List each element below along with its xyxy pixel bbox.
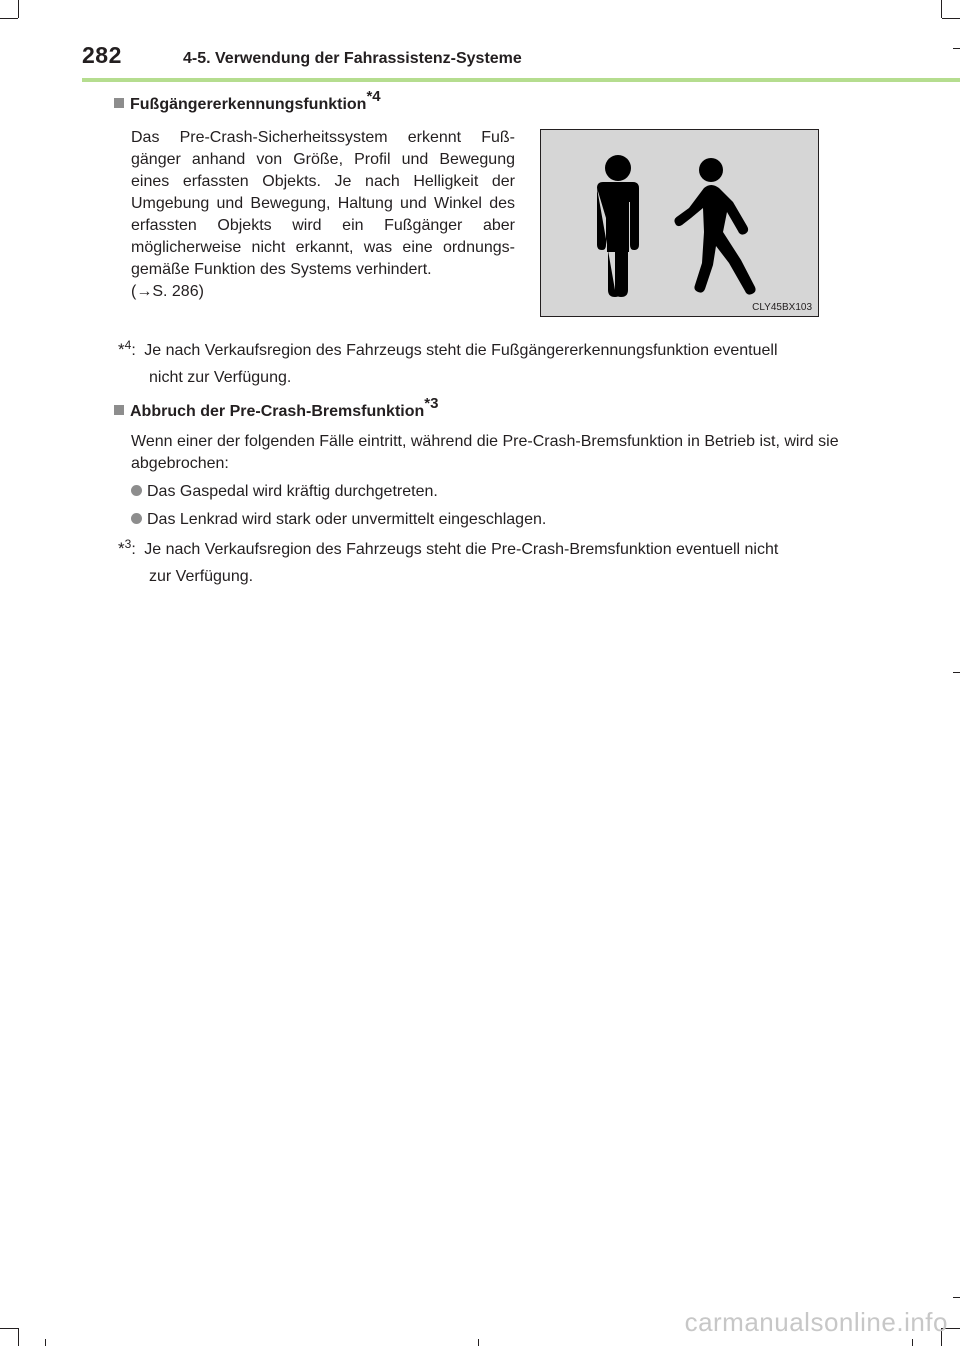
brake-cancel-intro: Wenn einer der folgenden Fälle eintritt, während die Pre-Crash-Bremsfunktion in Betrieb ist, wird sie abgebrochen: bbox=[131, 433, 839, 472]
heading-text: Abbruch der Pre-Crash-Bremsfunktion bbox=[130, 403, 425, 420]
crop-mark bbox=[478, 1339, 479, 1346]
page-reference: (→S. 286) bbox=[131, 283, 204, 300]
pedestrian-paragraph bbox=[131, 127, 515, 303]
footnote-continuation: zur Verfügung. bbox=[149, 568, 254, 585]
figure-code: CLY45BX103 bbox=[752, 302, 812, 313]
square-bullet-icon bbox=[114, 98, 124, 108]
round-bullet-icon bbox=[131, 485, 142, 496]
footnote-3 bbox=[118, 535, 838, 590]
crop-mark bbox=[0, 1328, 18, 1329]
footnote-mark: * bbox=[118, 539, 125, 558]
crop-mark bbox=[953, 672, 960, 673]
footnote-text: Je nach Verkaufsregion des Fahrzeugs steht die Fußgängererkennungsfunktion eventuell bbox=[144, 342, 778, 359]
heading-footnote-ref: *4 bbox=[366, 88, 381, 105]
list-item bbox=[131, 481, 438, 503]
footnote-4 bbox=[118, 336, 838, 391]
footnote-colon: : bbox=[131, 342, 136, 359]
page-number: 282 bbox=[82, 42, 122, 68]
footnote-number: 3 bbox=[124, 537, 132, 551]
square-bullet-icon bbox=[114, 405, 124, 415]
watermark: carmanualsonline.info bbox=[684, 1307, 948, 1337]
crop-mark bbox=[912, 1339, 913, 1346]
paragraph-text: Das Pre-Crash-Sicherheitssystem erkennt Fuß-gänger anhand von Größe, Profil und Bewegung eines erfassten Objekts. Je nach Helligkeit der Umgebung und Bewegung, Haltung und Winkel des erfassten Objekts wird ein Fußgänger aber möglicherweise nicht erkannt, was eine ordnungs-gemäße Funktion des Systems verhindert. bbox=[131, 129, 515, 278]
round-bullet-icon bbox=[131, 513, 142, 524]
crop-mark bbox=[942, 18, 960, 19]
footnote-text: Je nach Verkaufsregion des Fahrzeugs steht die Pre-Crash-Bremsfunktion eventuell nicht bbox=[144, 541, 779, 558]
heading-text: Fußgängererkennungsfunktion bbox=[130, 96, 367, 113]
heading-footnote-ref: *3 bbox=[424, 395, 439, 412]
header-rule bbox=[82, 78, 960, 82]
crop-mark bbox=[18, 1328, 19, 1346]
crop-mark bbox=[941, 0, 942, 18]
footnote-mark: * bbox=[118, 340, 125, 359]
footnote-continuation: nicht zur Verfügung. bbox=[149, 369, 292, 386]
crop-mark bbox=[18, 0, 19, 18]
footnote-colon: : bbox=[131, 541, 136, 558]
list-item bbox=[131, 509, 546, 531]
crop-mark bbox=[0, 18, 18, 19]
crop-mark bbox=[953, 48, 960, 49]
crop-mark bbox=[45, 1339, 46, 1346]
pedestrian-figure bbox=[540, 129, 819, 317]
crop-mark bbox=[953, 1297, 960, 1298]
list-item-text: Das Lenkrad wird stark oder unvermittelt eingeschlagen. bbox=[147, 511, 547, 528]
footnote-number: 4 bbox=[124, 338, 132, 352]
list-item-text: Das Gaspedal wird kräftig durchgetreten. bbox=[147, 483, 438, 500]
heading-pedestrian-detection bbox=[114, 88, 381, 114]
section-title: 4-5. Verwendung der Fahrassistenz-Systeme bbox=[183, 50, 522, 67]
heading-brake-cancel bbox=[114, 395, 439, 421]
pedestrian-figures-icon bbox=[541, 130, 818, 316]
